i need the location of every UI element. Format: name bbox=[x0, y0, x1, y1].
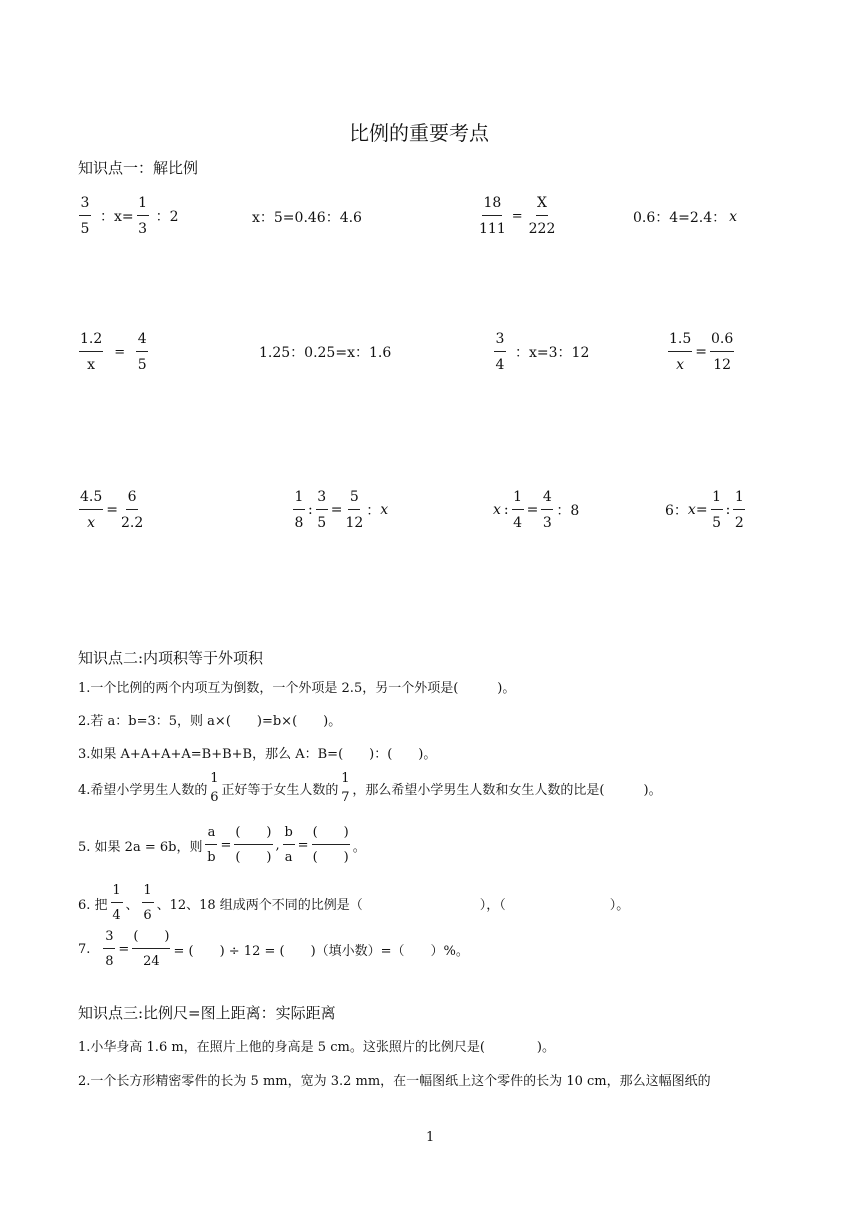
equation-2-3: $\frac{3}{4}$ ：x=3：12 bbox=[495, 331, 590, 373]
page-title: 比例的重要考点 bbox=[349, 121, 489, 145]
question-3-2: 2.一个长方形精密零件的长为 5 mm，宽为 3.2 mm，在一幅图纸上这个零件的长为 10 cm，那么这幅图纸的 bbox=[78, 1074, 711, 1089]
question-2-7: 7. $\frac{3}{8}$ = $\frac{( )}{24}$ = ( ) ÷ 12 = ( )（填小数）=（ ）%。 bbox=[78, 929, 469, 969]
section-1-heading: 知识点一：解比例 bbox=[78, 159, 199, 177]
page-number: 1 bbox=[426, 1130, 435, 1145]
equation-1-2: x：5=0.46：4.6 bbox=[252, 210, 362, 226]
equation-3-2: $\frac{1}{8}$ : $\frac{3}{5}$ = $\frac{5}{12}$ ： x bbox=[294, 489, 389, 531]
question-2-4: 4.希望小学男生人数的 1 6 正好等于女生人数的 1 7 ，那么希望小学男生人数和女生人数的比是( )。 bbox=[78, 771, 662, 805]
section-2-heading: 知识点二:内项积等于外项积 bbox=[78, 649, 264, 667]
equation-2-2: 1.25：0.25=x：1.6 bbox=[259, 345, 392, 361]
question-2-3: 3.如果 A+A+A+A=B+B+B，那么 A：B=( )：( )。 bbox=[78, 747, 437, 762]
equation-3-4: 6： x = $\frac{1}{5}$ : $\frac{1}{2}$ bbox=[665, 489, 744, 531]
equation-3-3: x : $\frac{1}{4}$ = $\frac{4}{3}$ ：8 bbox=[493, 489, 580, 531]
equation-1-3: $\frac{18}{111}$ = $\frac{X}{222}$ bbox=[479, 195, 556, 237]
question-2-5: 5. 如果 2a = 6b，则 $\frac{a}{b}$ = $\frac{( )}{( )}$ , $\frac{b}{a}$ = $\frac{( )}{( )}$ 。 bbox=[78, 825, 366, 865]
equation-1-1: $\frac{3}{5}$ ：x= $\frac{1}{3}$ ：2 bbox=[80, 195, 179, 237]
equation-2-4: $\frac{1.5}{x}$ = $\frac{0.6}{12}$ bbox=[669, 331, 734, 373]
question-2-2: 2.若 a：b=3：5，则 a×( )=b×( )。 bbox=[78, 714, 342, 729]
equation-2-1: $\frac{1.2}{x}$ = $\frac{4}{5}$ bbox=[80, 331, 147, 373]
equation-3-1: $\frac{4.5}{x}$ = $\frac{6}{2.2}$ bbox=[80, 489, 144, 531]
question-2-1: 1.一个比例的两个内项互为倒数，一个外项是 2.5，另一个外项是( )。 bbox=[78, 681, 516, 696]
question-3-1: 1.小华身高 1.6 m，在照片上他的身高是 5 cm。这张照片的比例尺是( )。 bbox=[78, 1040, 555, 1055]
question-2-6: 6. 把 $\frac{1}{4}$ 、 $\frac{1}{6}$ 、12、18 组成两个不同的比例是（ ），（ ）。 bbox=[78, 883, 630, 923]
section-3-heading: 知识点三:比例尺=图上距离：实际距离 bbox=[78, 1004, 336, 1022]
equation-1-4: 0.6：4=2.4： x bbox=[633, 209, 738, 226]
